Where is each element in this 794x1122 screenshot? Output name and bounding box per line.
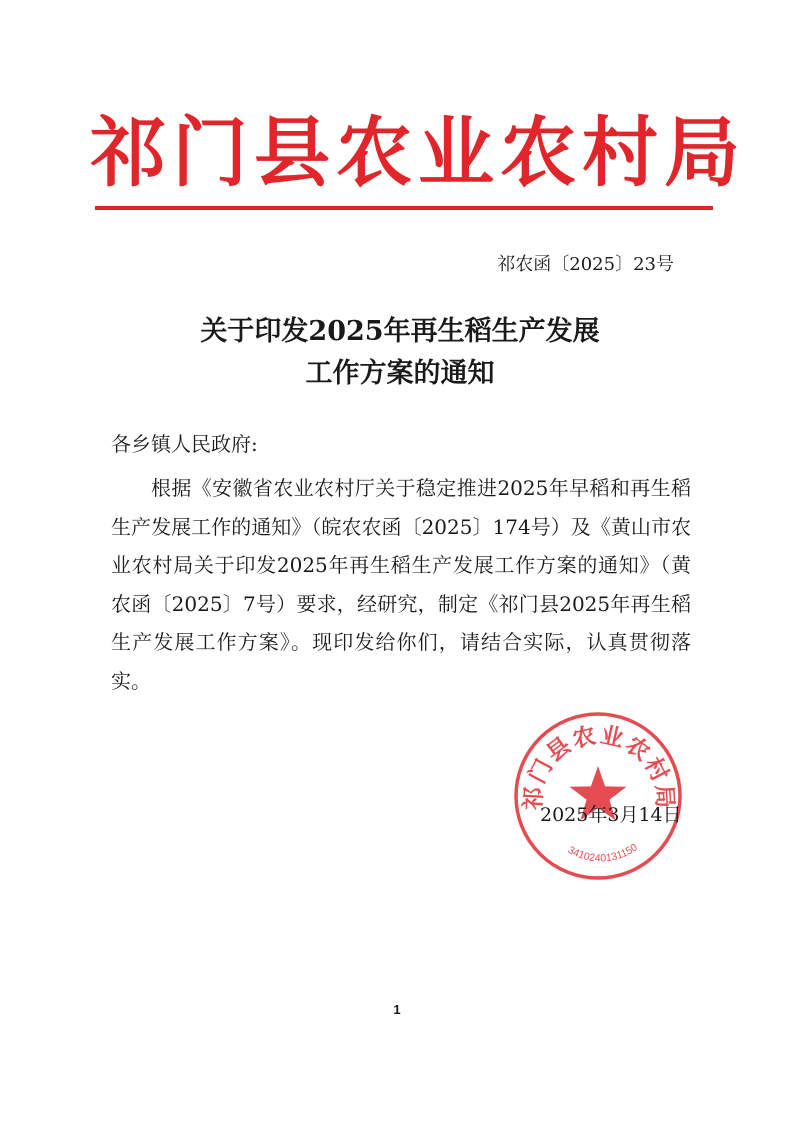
seal-code-text: 3410240131150 bbox=[565, 841, 640, 865]
body-paragraph: 根据《安徽省农业农村厅关于稳定推进2025年早稻和再生稻生产发展工作的通知》（皖农农函〔2025〕174号）及《黄山市农业农村局关于印发2025年再生稻生产发展工作方案的通知》（黄农函〔2025〕7号）要求，经研究，制定《祁门县2025年再生稻生产发展工作方案》。现印发给你们，请结合实际，认真贯彻落实。 bbox=[111, 476, 691, 693]
organization-title: 祁门县农业农村局 bbox=[90, 108, 746, 197]
notice-title-line-1: 关于印发2025年再生稻生产发展 bbox=[200, 316, 600, 347]
notice-title-line-2: 工作方案的通知 bbox=[305, 358, 495, 389]
red-header-rule bbox=[95, 206, 713, 210]
seal-ring-text: 祁门县农业农村局 bbox=[519, 721, 679, 811]
salutation: 各乡镇人民政府: bbox=[111, 432, 258, 456]
document-number: 祁农函〔2025〕23号 bbox=[497, 254, 674, 275]
page-number: 1 bbox=[393, 1002, 401, 1017]
official-seal bbox=[512, 710, 684, 882]
notice-title bbox=[100, 311, 700, 395]
issue-date: 2025年3月14日 bbox=[540, 804, 682, 826]
